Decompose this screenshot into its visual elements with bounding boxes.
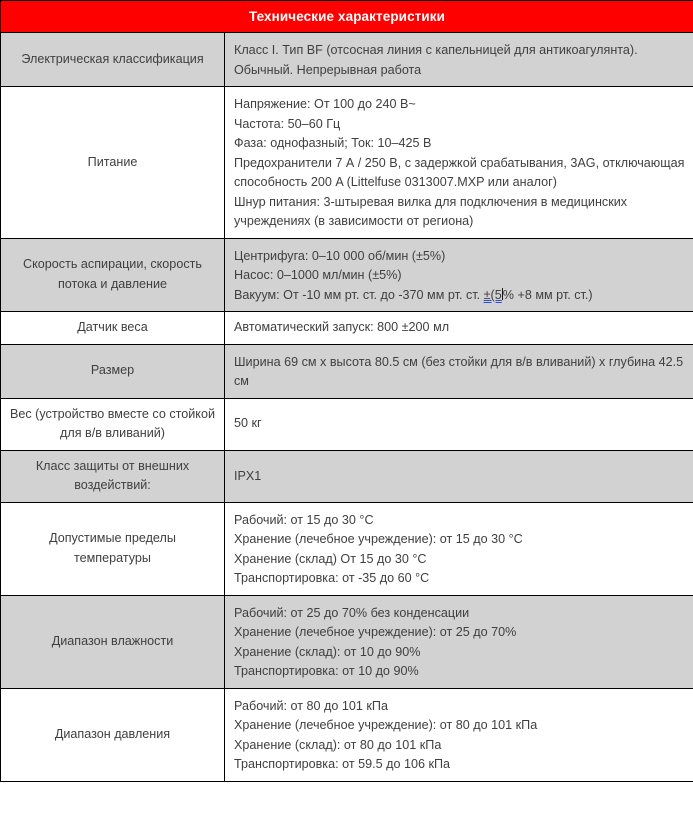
table-row <box>1 238 693 312</box>
row-value-ingress-protection <box>225 450 693 502</box>
value-line: IPX1 <box>234 468 262 483</box>
value-line: Класс I. Тип BF (отсосная линия с капельницей для антикоагулянта). Обычный. Непрерывная работа <box>234 43 638 77</box>
table-row <box>1 87 693 239</box>
row-label-humidity-range: Диапазон влажности <box>1 595 225 688</box>
value-line: Предохранители 7 А / 250 В, с задержкой срабатывания, 3AG, отключающая способность 200 A (Littelfuse 0313007.MXP или аналог) <box>234 155 685 190</box>
value-line: Хранение (склад) От 15 до 30 °C <box>234 551 427 566</box>
table-row <box>1 595 693 688</box>
row-value-aspiration-speed <box>225 238 693 312</box>
row-value-weight-sensor <box>225 312 693 345</box>
value-line: Рабочий: от 15 до 30 °C <box>234 512 374 527</box>
value-line: 50 кг <box>234 416 262 431</box>
table-header-row <box>1 1 693 33</box>
value-line: Напряжение: От 100 до 240 В~ <box>234 97 416 112</box>
value-line: Рабочий: от 25 до 70% без конденсации <box>234 605 470 620</box>
value-line: Ширина 69 см х высота 80.5 см (без стойки для в/в вливаний) х глубина 42.5 см <box>234 354 684 389</box>
table-row <box>1 450 693 502</box>
vacuum-prefix: Вакуум: От -10 мм рт. ст. до -370 мм рт. ст. <box>234 287 484 302</box>
row-value-electrical-classification <box>225 33 693 87</box>
table-row <box>1 344 693 398</box>
table-title: Технические характеристики <box>1 1 693 33</box>
row-label-aspiration-speed: Скорость аспирации, скорость потока и давление <box>1 238 225 312</box>
value-line: Хранение (лечебное учреждение): от 25 до 70% <box>234 625 517 640</box>
row-value-weight <box>225 398 693 450</box>
value-line: Хранение (склад): от 80 до 101 кПа <box>234 737 442 752</box>
row-value-size <box>225 344 693 398</box>
table-row <box>1 398 693 450</box>
value-line: Рабочий: от 80 до 101 кПа <box>234 698 388 713</box>
vacuum-suffix: % +8 мм рт. ст.) <box>502 287 593 302</box>
row-label-size: Размер <box>1 344 225 398</box>
value-line: Хранение (склад): от 10 до 90% <box>234 644 421 659</box>
value-line: Хранение (лечебное учреждение): от 15 до 30 °C <box>234 532 523 547</box>
value-line: Хранение (лечебное учреждение): от 80 до 101 кПа <box>234 718 538 733</box>
table-row <box>1 502 693 595</box>
row-value-pressure-range <box>225 688 693 781</box>
value-line: Насос: 0–1000 мл/мин (±5%) <box>234 268 402 283</box>
row-label-weight-sensor: Датчик веса <box>1 312 225 345</box>
value-line: Транспортировка: от -35 до 60 °C <box>234 571 430 586</box>
value-line: Шнур питания: 3-штыревая вилка для подключения в медицинских учреждениях (в зависимости от региона) <box>234 194 628 229</box>
value-line: Центрифуга: 0–10 000 об/мин (±5%) <box>234 248 446 263</box>
row-label-weight: Вес (устройство вместе со стойкой для в/в вливаний) <box>1 398 225 450</box>
value-line: Автоматический запуск: 800 ±200 мл <box>234 320 450 335</box>
row-label-ingress-protection: Класс защиты от внешних воздействий: <box>1 450 225 502</box>
row-value-humidity-range <box>225 595 693 688</box>
value-line: Транспортировка: от 59.5 до 106 кПа <box>234 757 451 772</box>
row-value-power-supply <box>225 87 693 239</box>
table-row <box>1 33 693 87</box>
row-label-pressure-range: Диапазон давления <box>1 688 225 781</box>
row-value-temperature-range <box>225 502 693 595</box>
table-row <box>1 688 693 781</box>
vacuum-marked-token: ±(5 <box>483 287 502 302</box>
value-line: Фаза: однофазный; Ток: 10–425 В <box>234 136 432 151</box>
row-label-electrical-classification: Электрическая классификация <box>1 33 225 87</box>
value-line: Транспортировка: от 10 до 90% <box>234 664 419 679</box>
table-row <box>1 312 693 345</box>
row-label-power-supply: Питание <box>1 87 225 239</box>
value-line-vacuum <box>234 286 685 306</box>
value-line: Частота: 50–60 Гц <box>234 116 341 131</box>
row-label-temperature-range: Допустимые пределы температуры <box>1 502 225 595</box>
